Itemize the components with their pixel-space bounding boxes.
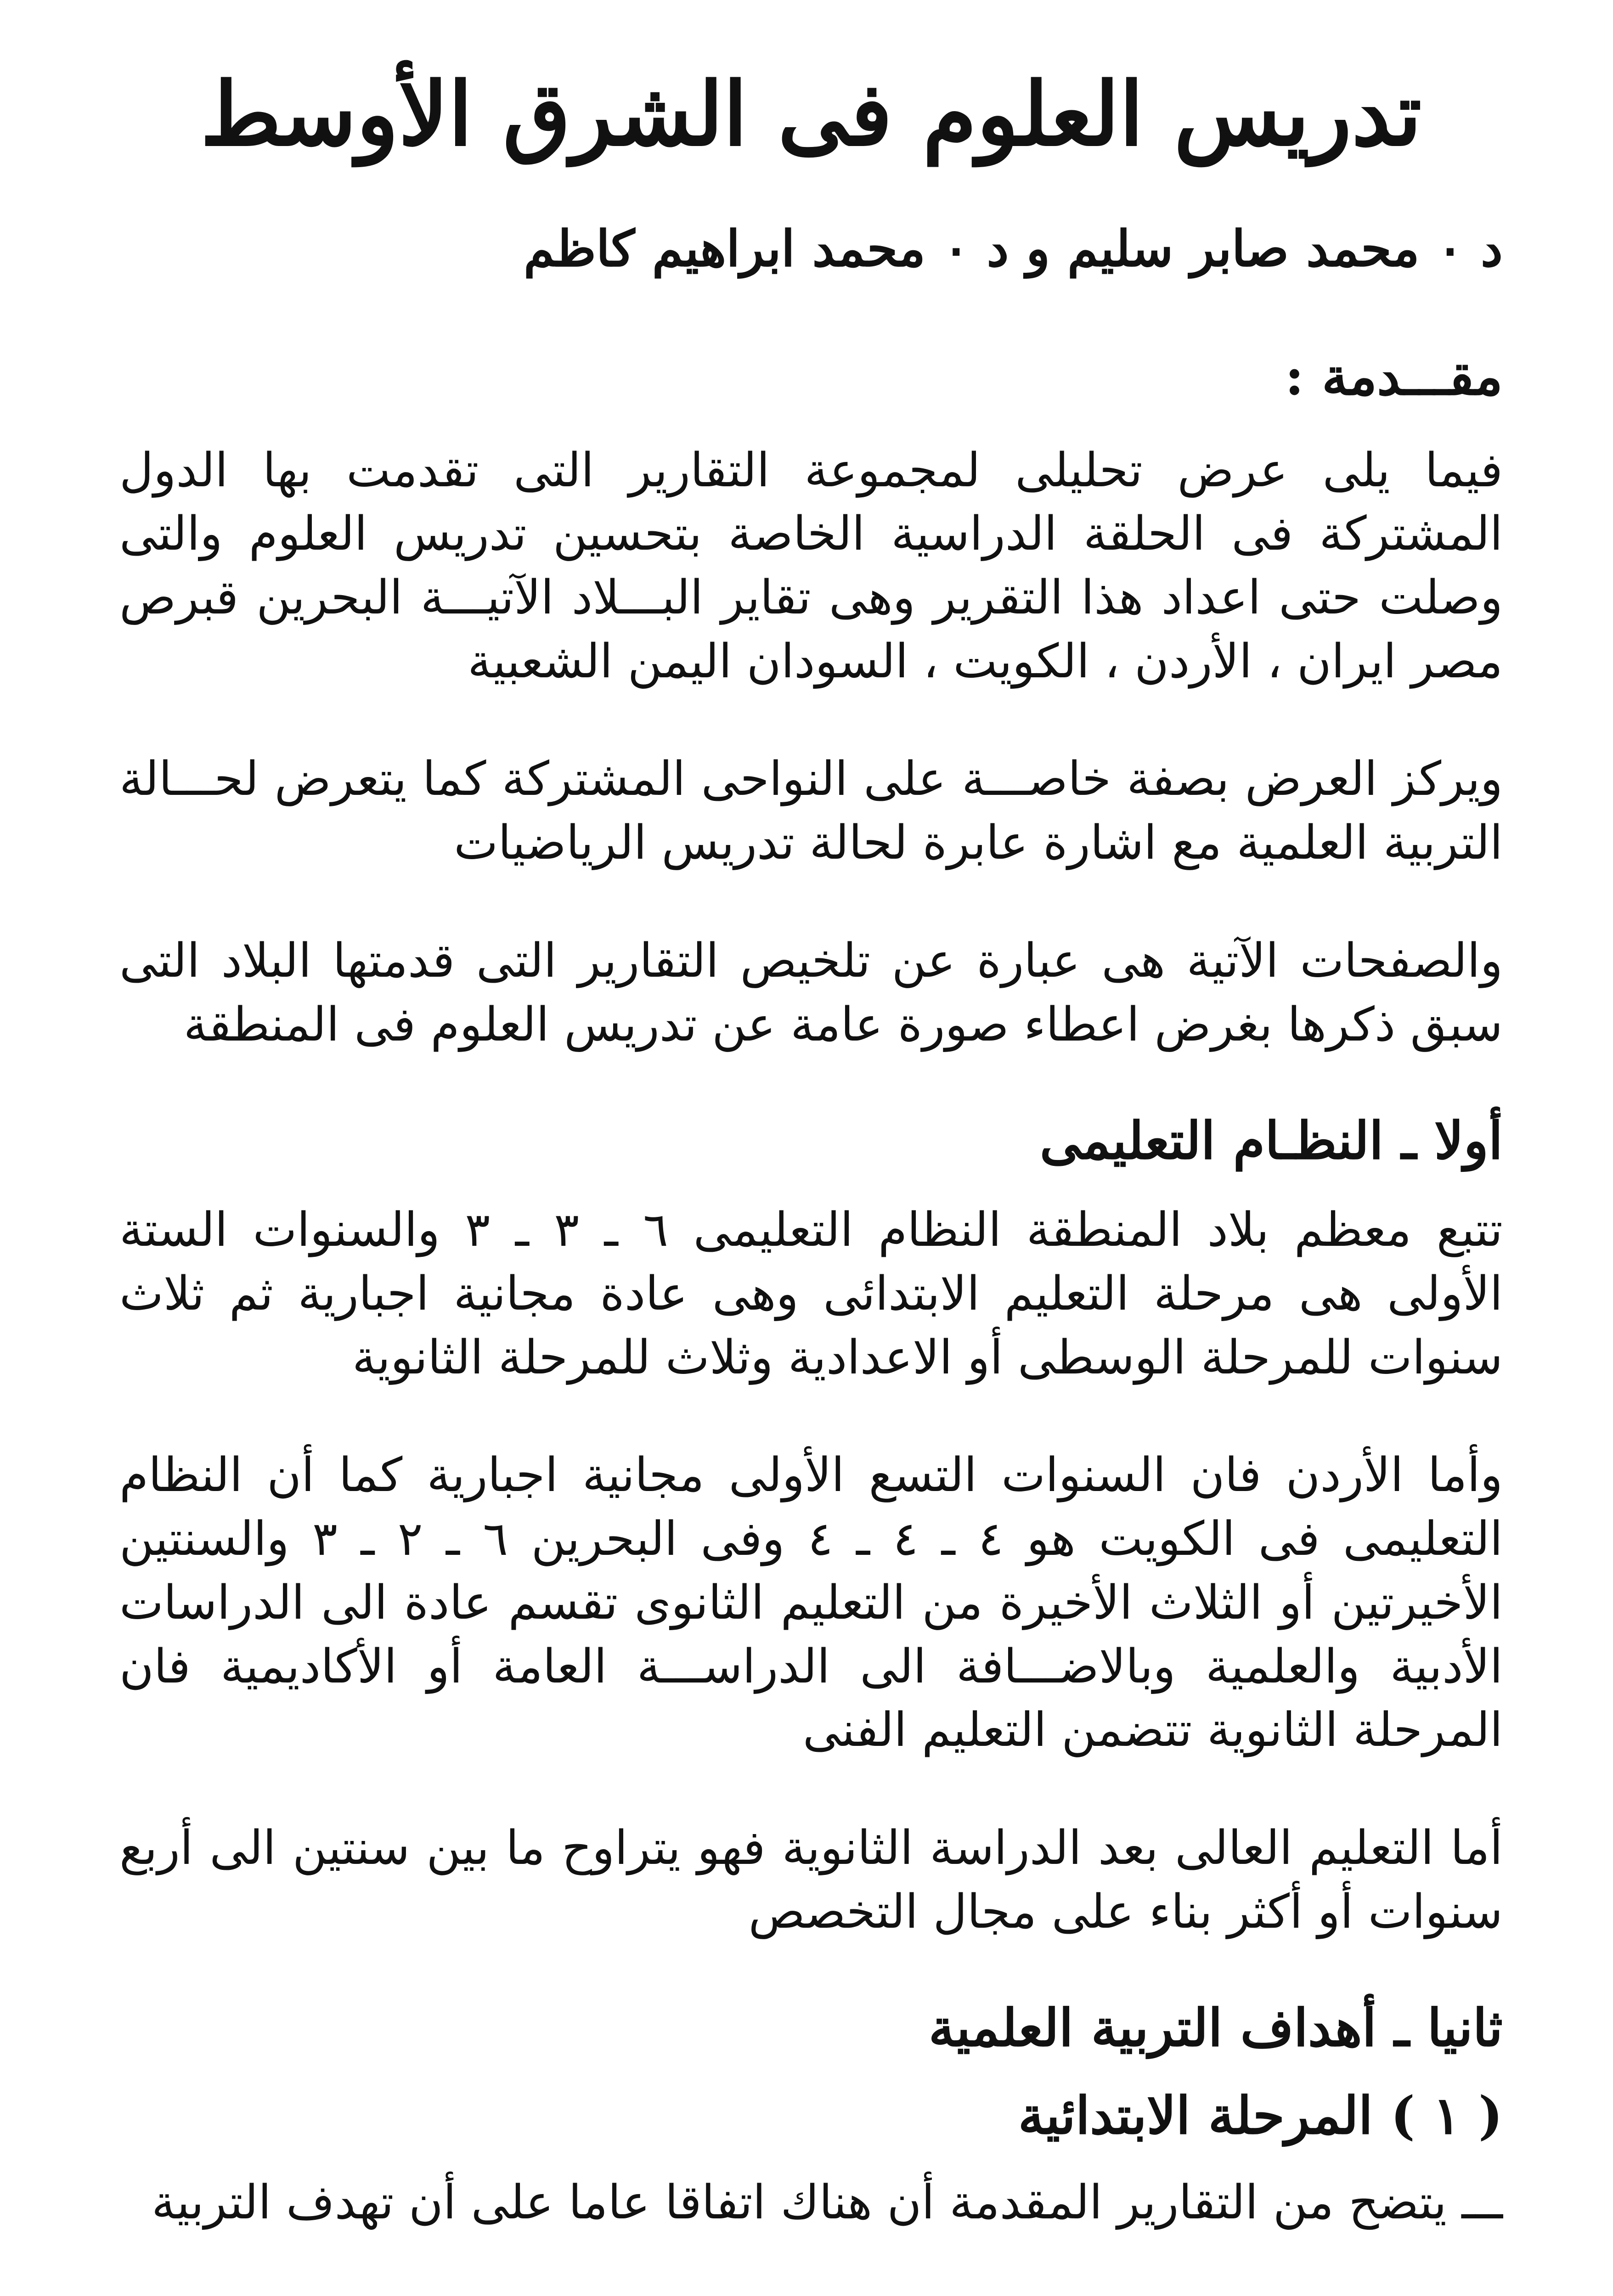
section-paragraph: وأما الأردن فان السنوات التسع الأولى مجانية اجبارية كما أن النظام التعليمى فى الكويت هو ٤ ـ ٤ ـ ٤ وفى البحرين ٦ ـ ٢ ـ ٣ والسنتين الأخيرتين أو الثلاث الأخيرة من التعليم الثانوى تقسم عادة الى الدراسات الأدبية والعلمية وبالاضـــافة الى الدراســـة العامة أو الأكاديمية فان المرحلة الثانوية تتضمن التعليم الفنى xyxy=(119,1448,1503,1758)
intro-paragraph: فيما يلى عرض تحليلى لمجموعة التقارير التى تقدمت بها الدول المشتركة فى الحلقة الدراسية الخاصة بتحسين تدريس العلوم والتى وصلت حتى اعداد هذا التقرير وهى تقاير البـــلاد الآتيـــة البحرين قبرص مصر ايران ، الأردن ، الكويت ، السودان اليمن الشعبية xyxy=(119,443,1503,689)
authors-line: د ٠ محمد صابر سليم و د ٠ محمد ابراهيم كاظم xyxy=(524,219,1503,278)
section-paragraph: ـــ يتضح من التقارير المقدمة أن هناك اتفاقا عاما على أن تهدف التربية xyxy=(152,2175,1503,2230)
intro-paragraph: ويركز العرض بصفة خاصـــة على النواحى المشتركة كما يتعرض لحـــالة التربية العلمية مع اشارة عابرة لحالة تدريس الرياضيات xyxy=(119,752,1503,871)
section-paragraph: تتبع معظم بلاد المنطقة النظام التعليمى ٦ ـ ٣ ـ ٣ والسنوات الستة الأولى هى مرحلة التعليم الابتدائى وهى عادة مجانية اجبارية ثم ثلاث سنوات للمرحلة الوسطى أو الاعدادية وثلاث للمرحلة الثانوية xyxy=(119,1203,1503,1385)
document-title: تدريس العلوم فى الشرق الأوسط xyxy=(200,63,1422,165)
intro-paragraph: والصفحات الآتية هى عبارة عن تلخيص التقارير التى قدمتها البلاد التى سبق ذكرها بغرض اعطاء صورة عامة عن تدريس العلوم فى المنطقة xyxy=(119,933,1503,1052)
subsection-heading-primary: ( ١ ) المرحلة الابتدائية xyxy=(1018,2086,1503,2146)
section-paragraph: أما التعليم العالى بعد الدراسة الثانوية فهو يتراوح ما بين سنتين الى أربع سنوات أو أكثر بناء على مجال التخصص xyxy=(119,1821,1503,1939)
section-heading-science-goals: ثانيا ـ أهداف التربية العلمية xyxy=(928,1998,1503,2059)
section-heading-education-system: أولا ـ النظـام التعليمى xyxy=(1039,1111,1503,1171)
intro-heading: مقـــدمة : xyxy=(1285,346,1503,407)
